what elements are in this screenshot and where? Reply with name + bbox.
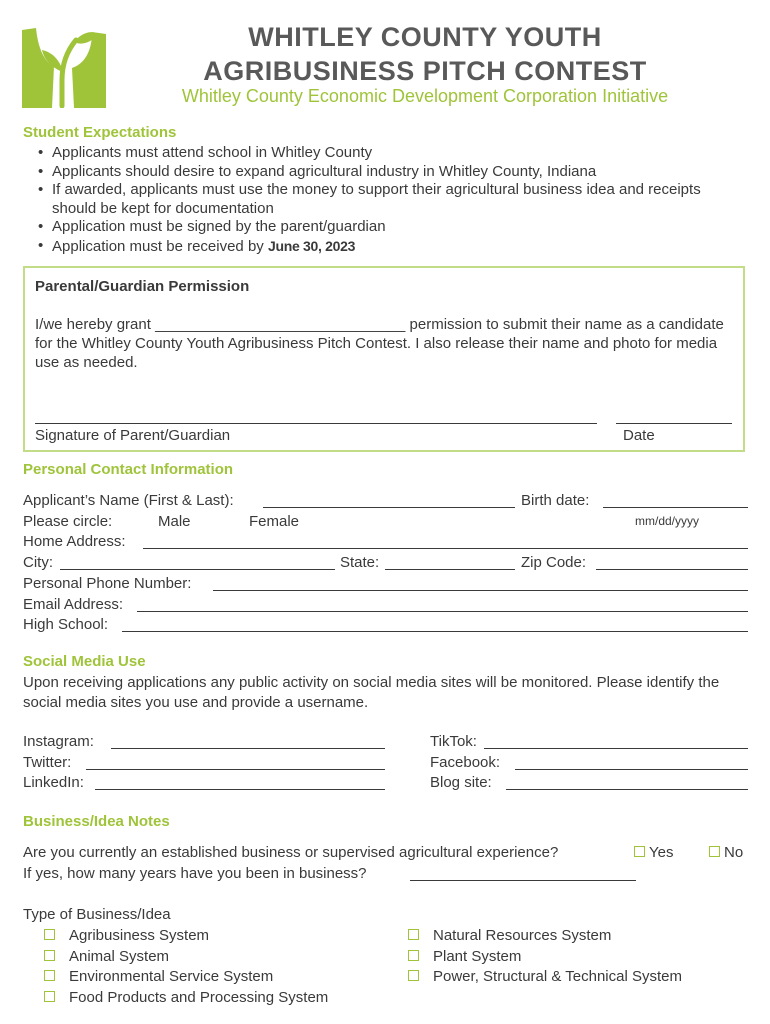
facebook-field[interactable] bbox=[515, 769, 748, 770]
gender-row bbox=[23, 513, 748, 533]
male-option[interactable]: Male bbox=[158, 513, 191, 530]
subtitle: Whitley County Economic Development Corporation Initiative bbox=[181, 86, 669, 106]
expectation-item: • If awarded, applicants must use the money to support their agricultural business idea and receipts should be kept for documentation bbox=[38, 181, 738, 218]
deadline-date: June 30, 2023 bbox=[267, 237, 356, 254]
type-option-label: Power, Structural & Technical System bbox=[433, 968, 682, 985]
social-row-3 bbox=[23, 774, 748, 794]
linkedin-label: LinkedIn: bbox=[23, 774, 84, 791]
phone-field[interactable] bbox=[213, 590, 748, 591]
expectation-item bbox=[38, 237, 738, 257]
type-option[interactable] bbox=[44, 989, 328, 1006]
years-question: If yes, how many years have you been in business? bbox=[23, 865, 367, 882]
blog-field[interactable] bbox=[506, 789, 748, 790]
type-option[interactable] bbox=[408, 927, 611, 944]
type-option-label: Animal System bbox=[69, 948, 170, 965]
phone-label: Personal Phone Number: bbox=[23, 575, 192, 592]
yes-option[interactable] bbox=[634, 844, 673, 861]
birth-label: Birth date: bbox=[521, 492, 590, 509]
years-row bbox=[23, 865, 748, 885]
birth-date-field[interactable] bbox=[603, 507, 748, 508]
title-line-2: AGRIBUSINESS PITCH CONTEST bbox=[203, 56, 647, 86]
permission-text-start: I/we hereby grant bbox=[35, 316, 156, 333]
permission-text bbox=[35, 315, 735, 372]
checkbox[interactable] bbox=[44, 950, 55, 961]
type-option-label: Agribusiness System bbox=[69, 927, 210, 944]
city-label: City: bbox=[23, 554, 53, 571]
business-heading: Business/Idea Notes bbox=[23, 813, 170, 830]
type-option[interactable] bbox=[408, 968, 682, 985]
type-option-label: Plant System bbox=[433, 948, 522, 965]
contact-heading: Personal Contact Information bbox=[23, 461, 234, 478]
checkbox[interactable] bbox=[44, 970, 55, 981]
no-label: No bbox=[724, 844, 744, 861]
type-option[interactable] bbox=[44, 948, 169, 965]
yes-label: Yes bbox=[649, 844, 674, 861]
no-option[interactable] bbox=[709, 844, 743, 861]
checkbox[interactable] bbox=[408, 970, 419, 981]
instagram-field[interactable] bbox=[111, 748, 385, 749]
phone-row bbox=[23, 575, 748, 595]
facebook-label: Facebook: bbox=[430, 754, 501, 771]
female-option[interactable]: Female bbox=[249, 513, 300, 530]
address-row bbox=[23, 533, 748, 553]
type-label: Type of Business/Idea bbox=[23, 906, 171, 923]
date-line[interactable] bbox=[616, 423, 732, 424]
permission-text-end: permission to submit their name as a candidate for the Whitley County Youth Agribusiness Pitch Contest. I also release their name and photo for media use as needed. bbox=[35, 316, 724, 371]
social-row-1 bbox=[23, 733, 748, 753]
state-field[interactable] bbox=[385, 569, 515, 570]
permission-heading: Parental/Guardian Permission bbox=[35, 278, 250, 295]
tiktok-field[interactable] bbox=[484, 748, 748, 749]
city-row bbox=[23, 554, 748, 574]
social-row-2 bbox=[23, 754, 748, 774]
instagram-label: Instagram: bbox=[23, 733, 94, 750]
title-line-1: WHITLEY COUNTY YOUTH bbox=[248, 22, 602, 52]
deadline-text: Application must be received by bbox=[52, 237, 264, 255]
email-field[interactable] bbox=[137, 611, 748, 612]
email-label: Email Address: bbox=[23, 596, 124, 613]
checkbox[interactable] bbox=[44, 991, 55, 1002]
date-label: Date bbox=[623, 427, 655, 444]
type-option[interactable] bbox=[44, 927, 209, 944]
linkedin-field[interactable] bbox=[95, 789, 385, 790]
name-field[interactable] bbox=[263, 507, 515, 508]
type-option[interactable] bbox=[44, 968, 273, 985]
type-option-label: Natural Resources System bbox=[433, 927, 612, 944]
twitter-field[interactable] bbox=[86, 769, 385, 770]
date-format-hint: mm/dd/yyyy bbox=[635, 514, 700, 528]
social-text: Upon receiving applications any public activity on social media sites will be monitored. Please identify the social media sites you use and provide a username. bbox=[23, 674, 720, 711]
email-row bbox=[23, 596, 748, 616]
years-field[interactable] bbox=[410, 880, 636, 881]
checkbox[interactable] bbox=[44, 929, 55, 940]
checkbox[interactable] bbox=[408, 929, 419, 940]
state-label: State: bbox=[340, 554, 380, 571]
type-option-label: Food Products and Processing System bbox=[69, 989, 329, 1006]
zip-field[interactable] bbox=[596, 569, 748, 570]
expectation-item: • Application must be signed by the parent/guardian bbox=[38, 218, 738, 237]
school-label: High School: bbox=[23, 616, 109, 633]
name-label: Applicant’s Name (First & Last): bbox=[23, 492, 234, 509]
circle-label: Please circle: bbox=[23, 513, 113, 530]
signature-label: Signature of Parent/Guardian bbox=[35, 427, 231, 444]
social-heading: Social Media Use bbox=[23, 653, 146, 670]
school-field[interactable] bbox=[122, 631, 748, 632]
expectations-list bbox=[38, 144, 738, 256]
no-checkbox[interactable] bbox=[709, 846, 720, 857]
zip-label: Zip Code: bbox=[521, 554, 587, 571]
established-question: Are you currently an established business or supervised agricultural experience? bbox=[23, 844, 559, 861]
signature-line[interactable] bbox=[35, 423, 597, 424]
established-row bbox=[23, 844, 748, 864]
blog-label: Blog site: bbox=[430, 774, 492, 791]
tiktok-label: TikTok: bbox=[430, 733, 477, 750]
expectations-heading: Student Expectations bbox=[23, 124, 177, 141]
sprout-logo-icon bbox=[22, 28, 106, 108]
yes-checkbox[interactable] bbox=[634, 846, 645, 857]
address-label: Home Address: bbox=[23, 533, 126, 550]
expectation-item: • Applicants must attend school in Whitley County bbox=[38, 144, 738, 163]
guardian-name-blank[interactable]: ______________________________ bbox=[155, 316, 406, 333]
type-option[interactable] bbox=[408, 948, 521, 965]
twitter-label: Twitter: bbox=[23, 754, 72, 771]
city-field[interactable] bbox=[60, 569, 335, 570]
name-row bbox=[23, 492, 748, 512]
checkbox[interactable] bbox=[408, 950, 419, 961]
address-field[interactable] bbox=[143, 548, 748, 549]
expectation-item: • Applicants should desire to expand agricultural industry in Whitley County, Indiana bbox=[38, 163, 738, 182]
type-option-label: Environmental Service System bbox=[69, 968, 274, 985]
school-row bbox=[23, 616, 748, 636]
